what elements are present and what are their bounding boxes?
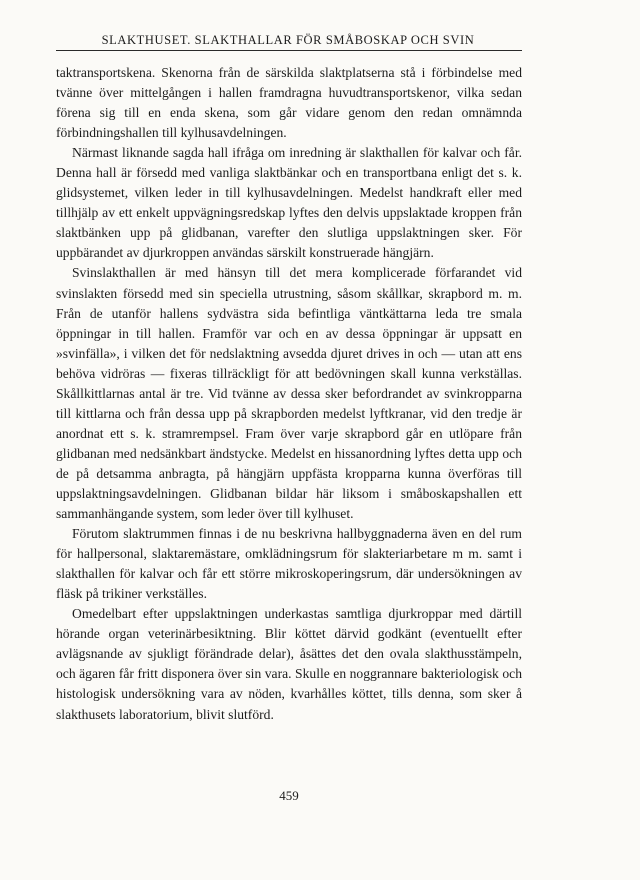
paragraph: Svinslakthallen är med hänsyn till det mera komplicerade förfarandet vid svinslakten försedd med sin speciella utrustning, såsom skållkar, skrapbord m. m. Från de utanför hallens sydvästra sida befintliga väntkättarna leda tre smala öppningar in till hallen. Framför var och en av dessa öppningar är uppsatt en »svinfälla», i vilken det för nedslaktning avsedda djuret drives in och — utan att ens behöva vidröras — fixeras tillräckligt för att bedövningen skall kunna verkställas. Skållkittlarnas antal är tre. Vid tvänne av dessa sker befordrandet av svinkropparna till kittlarna och från dessa upp på skrapborden medelst lyftkranar, vid den tredje är anordnat ett s. k. stramrempsel. Fram över varje skrapbord går en utlöpare från glidbanan med nedsänkbart ändstycke. Medelst en hissanordning lyftes detta upp och de på detsamma anbragta, på hängjärn uppfästa kropparna kunna överföras till uppslaktningsavdelningen. Glidbanan bildar här liksom i småboskapshallen ett sammanhängande system, som leder över till kylhuset. [56,265,522,522]
paragraph: Närmast liknande sagda hall ifråga om inredning är slakthallen för kalvar och får. Denna hall är försedd med vanliga slaktbänkar och en transportbana enligt det s. k. glidsystemet, vilken leder in till kylhusavdelningen. Medelst handkraft eller med tillhjälp av ett enkelt uppvägningsredskap lyftes den delvis uppslaktade kroppen från slaktbänken upp på glidbanan, varefter den slutliga uppslaktningen sker. För uppbärandet av djurkroppen användas särskilt konstruerade hängjärn. [56,145,522,261]
body-text [56,63,522,725]
paragraph: Omedelbart efter uppslaktningen underkastas samtliga djurkroppar med därtill hörande organ veterinärbesiktning. Blir köttet därvid godkänt (eventuellt efter avlägsnande av sjukligt förändrade delar), åsättes det den ovala slakthusstämpeln, och ägaren får fritt disponera över sin vara. Skulle en noggrannare bakteriologisk och histologisk undersökning vara av nöden, kvarhålles köttet, tills denna, som sker å slakthusets laboratorium, blivit slutförd. [56,606,522,722]
header-rule [56,50,522,51]
page-number: 459 [279,788,299,803]
paragraph: taktransportskena. Skenorna från de särskilda slaktplatserna stå i förbindelse med tvänne över mittelgången i hallen framdragna huvudtransportskenor, vilka sedan förena sig till en enda skena, som går vidare genom den redan omnämnda förbindningshallen till kylhusavdelningen. [56,65,522,141]
running-header: SLAKTHUSET. SLAKTHALLAR FÖR SMÅBOSKAP OCH SVIN [101,33,475,47]
paragraph: Förutom slaktrummen finnas i de nu beskrivna hallbyggnaderna även en del rum för hallpersonal, slaktaremästare, omklädningsrum för slakteriarbetare m m. samt i slakthallen för kalvar och får ett större mikroskoperingsrum, där undersökningen av fläsk på trikiner verkställes. [56,526,522,602]
